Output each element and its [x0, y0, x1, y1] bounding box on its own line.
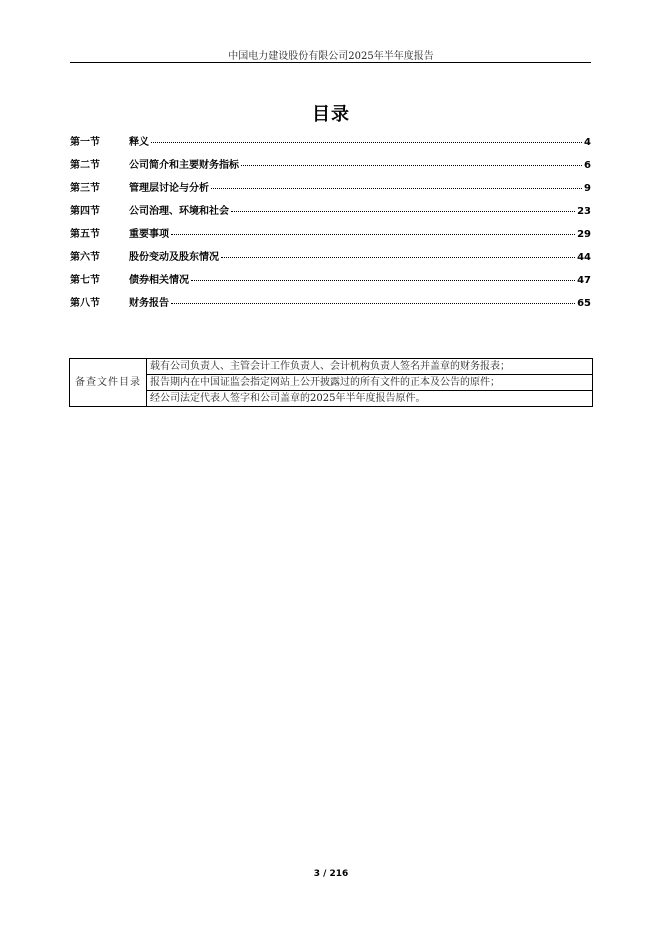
- toc-page-number: 6: [584, 160, 591, 171]
- toc-section-number: 第七节: [70, 275, 100, 286]
- toc-section-title: 债券相关情况: [129, 275, 189, 286]
- toc-title: 目录: [312, 104, 350, 125]
- header-rule: [70, 62, 591, 63]
- toc-page-number: 29: [577, 229, 591, 240]
- toc-leader-dots: [221, 257, 575, 258]
- toc-section-number: 第一节: [70, 137, 100, 148]
- running-header: 中国电力建设股份有限公司2025年半年度报告: [228, 51, 434, 62]
- toc-entry[interactable]: [70, 133, 591, 156]
- toc-leader-dots: [171, 234, 575, 235]
- toc-entry[interactable]: [70, 156, 591, 179]
- toc-page-number: 9: [584, 183, 591, 194]
- toc-section-title: 财务报告: [129, 298, 169, 309]
- toc-leader-dots: [191, 280, 575, 281]
- toc-section-number: 第四节: [70, 206, 100, 217]
- toc-section-title: 释义: [129, 137, 149, 148]
- toc-page-number: 47: [577, 275, 591, 286]
- table-row: [70, 359, 593, 375]
- toc-section-title: 股份变动及股东情况: [129, 252, 219, 263]
- toc-entry[interactable]: [70, 179, 591, 202]
- toc-entry[interactable]: [70, 248, 591, 271]
- toc-section-number: 第六节: [70, 252, 100, 263]
- toc-section-title: 管理层讨论与分析: [129, 183, 209, 194]
- toc-page-number: 4: [584, 137, 591, 148]
- toc-section-title: 公司简介和主要财务指标: [129, 160, 239, 171]
- toc-entry[interactable]: [70, 225, 591, 248]
- toc-section-number: 第八节: [70, 298, 100, 309]
- toc-page-number: 65: [577, 298, 591, 309]
- table-of-contents: [70, 133, 591, 317]
- reference-documents-table: [69, 358, 593, 407]
- toc-leader-dots: [211, 188, 582, 189]
- toc-entry[interactable]: [70, 202, 591, 225]
- toc-entry[interactable]: [70, 271, 591, 294]
- page-number-footer: 3 / 216: [313, 869, 349, 879]
- reference-document-item: 报告期内在中国证监会指定网站上公开披露过的所有文件的正本及公告的原件；: [147, 375, 593, 391]
- reference-document-item: 经公司法定代表人签字和公司盖章的2025年半年度报告原件。: [147, 391, 593, 407]
- toc-section-number: 第三节: [70, 183, 100, 194]
- toc-page-number: 44: [577, 252, 591, 263]
- table-row: [70, 391, 593, 407]
- toc-leader-dots: [171, 303, 575, 304]
- toc-page-number: 23: [577, 206, 591, 217]
- reference-document-item: 载有公司负责人、主管会计工作负责人、会计机构负责人签名并盖章的财务报表；: [147, 359, 593, 375]
- toc-section-title: 重要事项: [129, 229, 169, 240]
- toc-section-number: 第二节: [70, 160, 100, 171]
- toc-section-number: 第五节: [70, 229, 100, 240]
- toc-leader-dots: [151, 142, 582, 143]
- toc-section-title: 公司治理、环境和社会: [129, 206, 229, 217]
- toc-entry[interactable]: [70, 294, 591, 317]
- table-row: [70, 375, 593, 391]
- reference-documents-heading: 备查文件目录: [70, 359, 147, 407]
- toc-leader-dots: [241, 165, 582, 166]
- toc-leader-dots: [231, 211, 575, 212]
